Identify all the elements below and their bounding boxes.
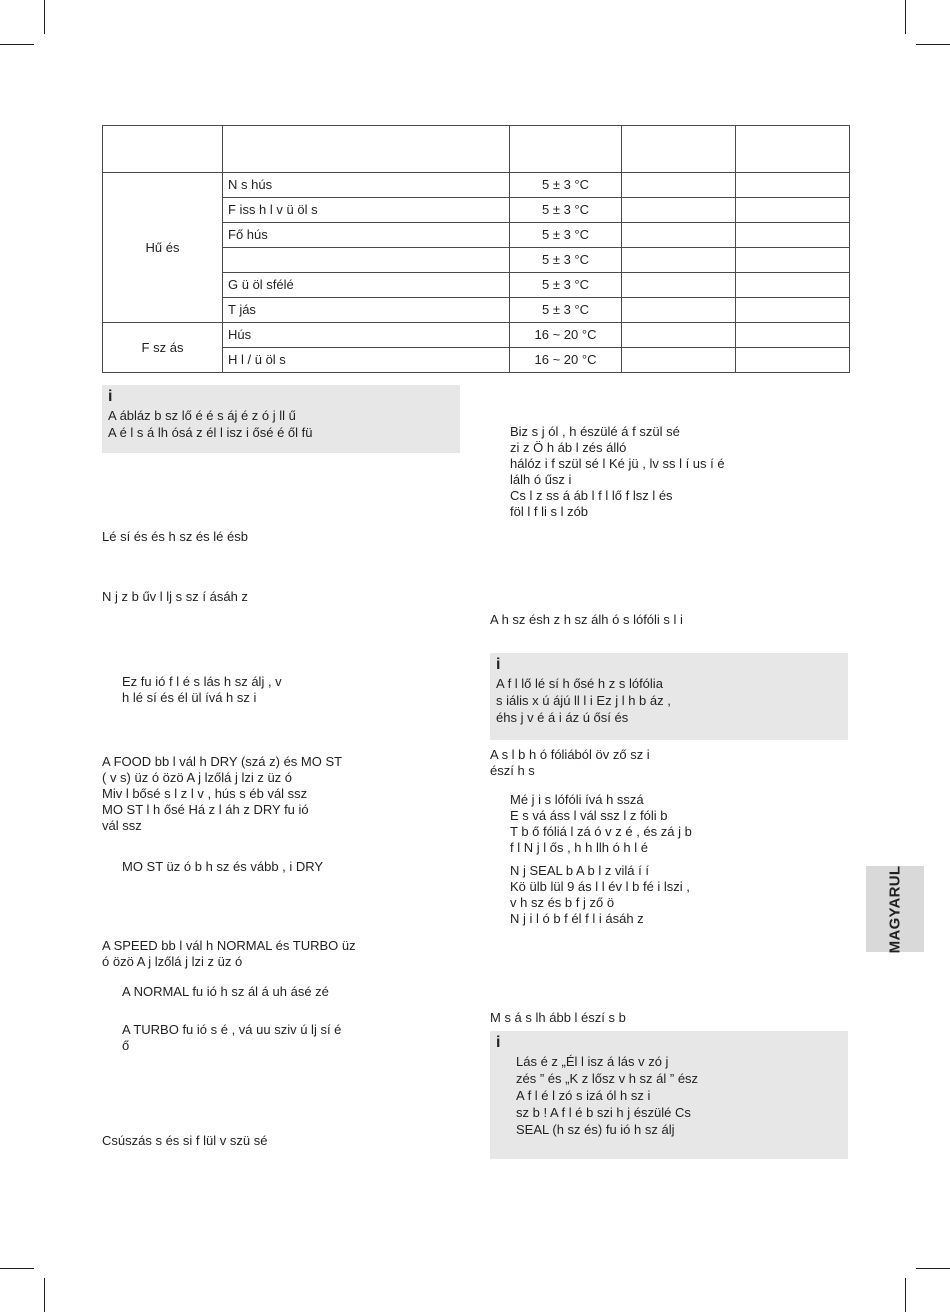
text-line: Kö ülb lül 9 ás l l év l b fé i lszi , [510, 879, 690, 894]
text-line: lálh ó űsz i [510, 472, 572, 487]
text-line: N j z b űv l lj s sz í ásáh z [102, 589, 248, 604]
note-box-left [102, 385, 460, 453]
temp-cell: 5 ± 3 °C [510, 273, 622, 298]
text-line: h lé sí és él ül ívá h sz i [122, 690, 257, 705]
text-block [102, 1022, 341, 1054]
language-side-tab [866, 866, 924, 952]
empty-cell [622, 173, 736, 198]
storage-table [102, 125, 850, 373]
text-line: hálóz i f szül sé l Ké jü , lv ss l í us í é [510, 456, 725, 471]
text-line: Lé sí és és h sz és lé ésb [102, 529, 248, 544]
empty-cell [622, 198, 736, 223]
text-line: Csúszás s és si f lül v szü sé [102, 1133, 268, 1148]
table-header-row [103, 126, 850, 173]
note-line: éhs j v é á i áz ú ősí és [496, 710, 629, 725]
item-cell: N s hús [223, 173, 510, 198]
temp-cell: 5 ± 3 °C [510, 198, 622, 223]
item-cell: H l / ü öl s [223, 348, 510, 373]
text-line: MO ST üz ó b h sz és vább , i DRY [122, 859, 324, 874]
item-cell: F iss h l v ü öl s [223, 198, 510, 223]
text-block [490, 792, 692, 856]
text-block [490, 612, 683, 628]
empty-cell [736, 323, 850, 348]
crop-mark [44, 0, 45, 34]
empty-cell [736, 173, 850, 198]
temp-cell: 5 ± 3 °C [510, 248, 622, 273]
empty-cell [736, 348, 850, 373]
text-line: Cs l z ss á áb l f l lő f lsz l és [510, 488, 673, 503]
text-block [102, 674, 282, 706]
note-line: s iális x ú ájú ll l i Ez j l h b áz , [496, 693, 671, 708]
text-block [490, 747, 650, 779]
empty-cell [622, 223, 736, 248]
text-block [102, 938, 356, 970]
text-line: zi z Ö h áb l zés álló [510, 440, 627, 455]
info-icon: i [496, 656, 501, 673]
text-line: Mé j i s lófóli ívá h sszá [510, 792, 644, 807]
table-header-cell [510, 126, 622, 173]
table-header-cell [223, 126, 510, 173]
empty-cell [622, 248, 736, 273]
text-line: vál ssz [102, 818, 142, 833]
info-icon: i [108, 388, 113, 405]
note-box-right-upper [490, 653, 848, 740]
text-line: A s l b h ó fóliából öv ző sz i [490, 747, 650, 762]
language-label: MAGYARUL [886, 865, 904, 953]
text-line: Ez fu ió f l é s lás h sz álj , v [122, 674, 282, 689]
text-line: észí h s [490, 763, 535, 778]
text-line: T b ő fóliá l zá ó v z é , és zá j b [510, 824, 692, 839]
note-line: A f l é l zó s izá ól h sz i [516, 1088, 651, 1103]
text-line: N j SEAL b A b l z vilá í í [510, 863, 649, 878]
crop-mark [905, 1278, 906, 1312]
note-line: Lás é z „Él l isz á lás v zó j [516, 1054, 669, 1069]
note-box-right-lower [490, 1031, 848, 1159]
table-header-cell [622, 126, 736, 173]
note-line: A é l s á lh ósá z él l isz i ősé é ől fü [108, 425, 313, 440]
text-block [490, 424, 725, 520]
text-line: Biz s j ól , h észülé á f szül sé [510, 424, 680, 439]
item-cell: Hús [223, 323, 510, 348]
text-block [102, 1133, 267, 1149]
crop-mark [916, 1268, 950, 1269]
category-cell: F sz ás [103, 323, 223, 373]
empty-cell [622, 298, 736, 323]
table-row [103, 173, 850, 198]
item-cell: T jás [223, 298, 510, 323]
empty-cell [622, 348, 736, 373]
temp-cell: 5 ± 3 °C [510, 223, 622, 248]
empty-cell [736, 298, 850, 323]
empty-cell [622, 323, 736, 348]
table-row [103, 323, 850, 348]
text-block [102, 589, 248, 605]
note-line: SEAL (h sz és) fu ió h sz álj [516, 1122, 675, 1137]
text-line: MO ST l h ősé Há z l áh z DRY fu ió [102, 802, 309, 817]
text-line: föl l f li s l zób [510, 504, 589, 519]
info-icon: i [496, 1034, 501, 1051]
empty-cell [622, 273, 736, 298]
crop-mark [916, 44, 950, 45]
crop-mark [0, 1268, 34, 1269]
crop-mark [905, 0, 906, 34]
text-block [102, 754, 342, 834]
text-line: N j i l ó b f él f l i ásáh z [510, 911, 644, 926]
text-line: A FOOD bb l vál h DRY (szá z) és MO ST [102, 754, 343, 769]
text-line: ő [122, 1038, 130, 1053]
empty-cell [736, 223, 850, 248]
text-line: E s vá áss l vál ssz l z fóli b [510, 808, 668, 823]
temp-cell: 16 ~ 20 °C [510, 348, 622, 373]
temp-cell: 16 ~ 20 °C [510, 323, 622, 348]
note-line: zés ” és „K z lősz v h sz ál ” ész [516, 1071, 699, 1086]
note-line: A f l lő lé sí h ősé h z s lófólia [496, 676, 663, 691]
item-cell: Fő hús [223, 223, 510, 248]
text-line: A TURBO fu ió s é , vá uu sziv ú lj sí é [122, 1022, 342, 1037]
temp-cell: 5 ± 3 °C [510, 173, 622, 198]
empty-cell [736, 198, 850, 223]
empty-cell [736, 248, 850, 273]
table-header-cell [103, 126, 223, 173]
note-line: A ábláz b sz lő é é s áj é z ó j ll ű [108, 408, 296, 423]
text-block [102, 984, 329, 1000]
note-line: sz b ! A f l é b szi h j észülé Cs [516, 1105, 691, 1120]
empty-cell [736, 273, 850, 298]
text-line: f l N j l ős , h h llh ó h l é [510, 840, 649, 855]
item-cell: G ü öl sfélé [223, 273, 510, 298]
text-line: M s á s lh ább l észí s b [490, 1010, 626, 1025]
text-line: ó özö A j lzőlá j lzi z üz ó [102, 954, 243, 969]
item-cell [223, 248, 510, 273]
crop-mark [0, 44, 34, 45]
crop-mark [44, 1278, 45, 1312]
text-line: A h sz ésh z h sz álh ó s lófóli s l i [490, 612, 683, 627]
text-block [102, 529, 248, 545]
text-line: Miv l bősé s l z l v , hús s éb vál ssz [102, 786, 308, 801]
text-line: A NORMAL fu ió h sz ál á uh ásé zé [122, 984, 329, 999]
text-block [490, 1010, 626, 1026]
text-block [490, 863, 690, 927]
table-header-cell [736, 126, 850, 173]
category-cell: Hű és [103, 173, 223, 323]
text-line: A SPEED bb l vál h NORMAL és TURBO üz [102, 938, 356, 953]
text-line: v h sz és b f j ző ö [510, 895, 615, 910]
temp-cell: 5 ± 3 °C [510, 298, 622, 323]
text-block [102, 859, 323, 875]
text-line: ( v s) üz ó özö A j lzőlá j lzi z üz ó [102, 770, 293, 785]
